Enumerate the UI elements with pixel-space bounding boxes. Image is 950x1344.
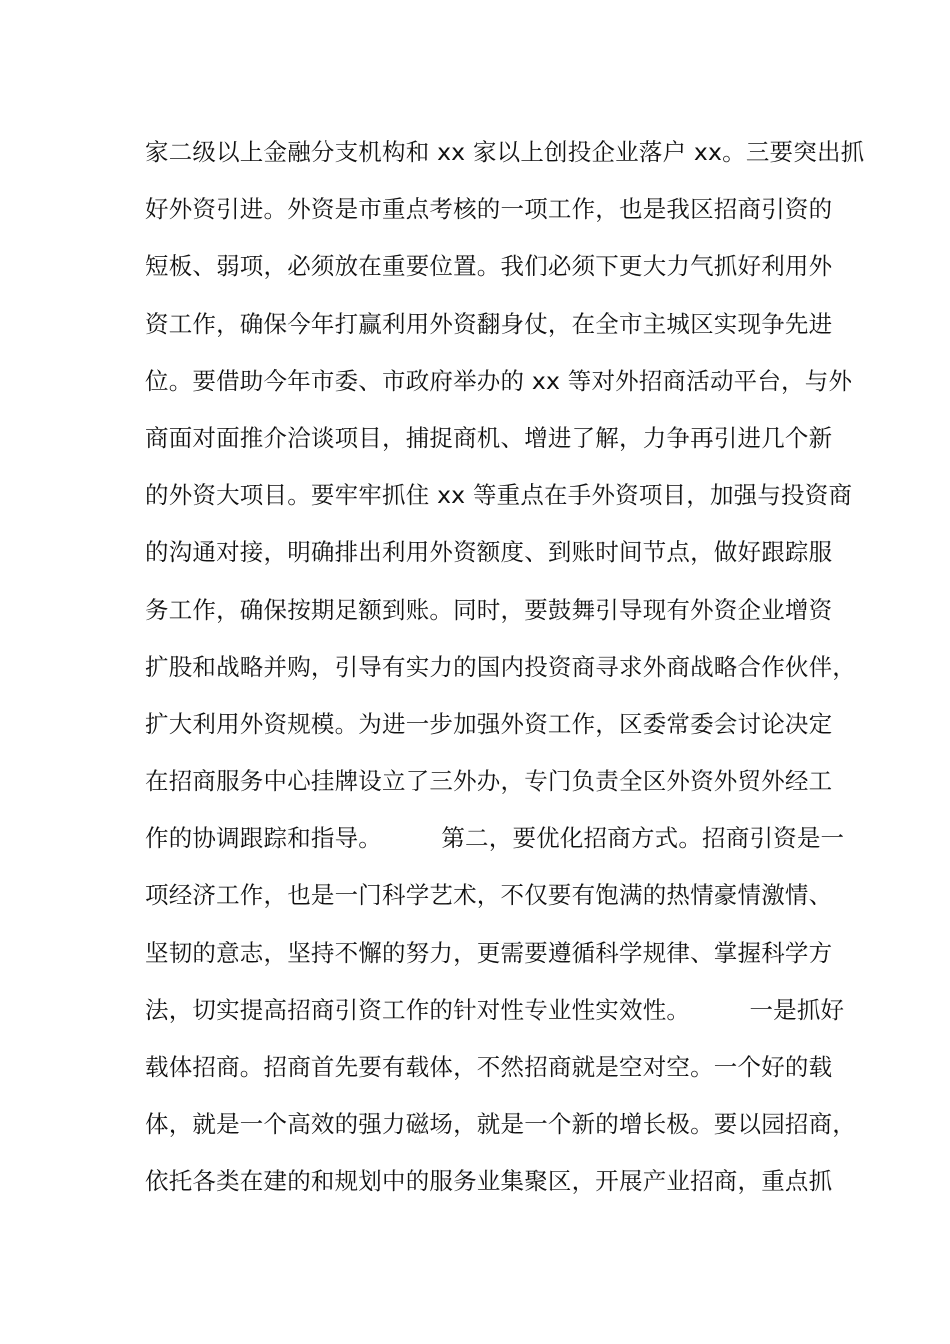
body-text <box>145 128 865 1215</box>
text-line: 务工作，确保按期足额到账。同时，要鼓舞引导现有外资企业增资 <box>145 595 833 624</box>
text-line: 好外资引进。外资是市重点考核的一项工作，也是我区招商引资的 <box>145 195 833 224</box>
text-line: 扩大利用外资规模。为进一步加强外资工作，区委常委会讨论决定 <box>145 709 833 738</box>
text-line: 项经济工作，也是一门科学艺术，不仅要有饱满的热情豪情激情、 <box>145 881 833 910</box>
text-line: 短板、弱项，必须放在重要位置。我们必须下更大力气抓好利用外 <box>145 252 833 281</box>
text-line: 扩股和战略并购，引导有实力的国内投资商寻求外商战略合作伙伴， <box>145 652 856 681</box>
text-line: 载体招商。招商首先要有载体，不然招商就是空对空。一个好的载 <box>145 1053 833 1081</box>
text-line: 作的协调跟踪和指导。 第二，要优化招商方式。招商引资是一 <box>145 824 845 853</box>
text-line: 法，切实提高招商引资工作的针对性专业性实效性。 一是抓好 <box>145 995 845 1024</box>
text-line: 资工作，确保今年打赢利用外资翻身仗，在全市主城区实现争先进 <box>145 309 833 338</box>
text-line: 家二级以上金融分支机构和 xx 家以上创投企业落户 xx。三要突出抓 <box>145 138 865 166</box>
text-line: 的外资大项目。要牢牢抓住 xx 等重点在手外资项目，加强与投资商 <box>145 481 853 510</box>
text-line: 商面对面推介洽谈项目，捕捉商机、增进了解，力争再引进几个新 <box>145 423 833 452</box>
text-line: 在招商服务中心挂牌设立了三外办，专门负责全区外资外贸外经工 <box>145 767 833 796</box>
text-line: 坚韧的意志，坚持不懈的努力，更需要遵循科学规律、掌握科学方 <box>145 938 833 967</box>
text-line: 的沟通对接，明确排出利用外资额度、到账时间节点，做好跟踪服 <box>145 538 833 567</box>
text-line: 依托各类在建的和规划中的服务业集聚区，开展产业招商，重点抓 <box>145 1167 833 1196</box>
text-line: 体，就是一个高效的强力磁场，就是一个新的增长极。要以园招商， <box>145 1110 856 1139</box>
text-line: 位。要借助今年市委、市政府举办的 xx 等对外招商活动平台，与外 <box>145 366 853 395</box>
